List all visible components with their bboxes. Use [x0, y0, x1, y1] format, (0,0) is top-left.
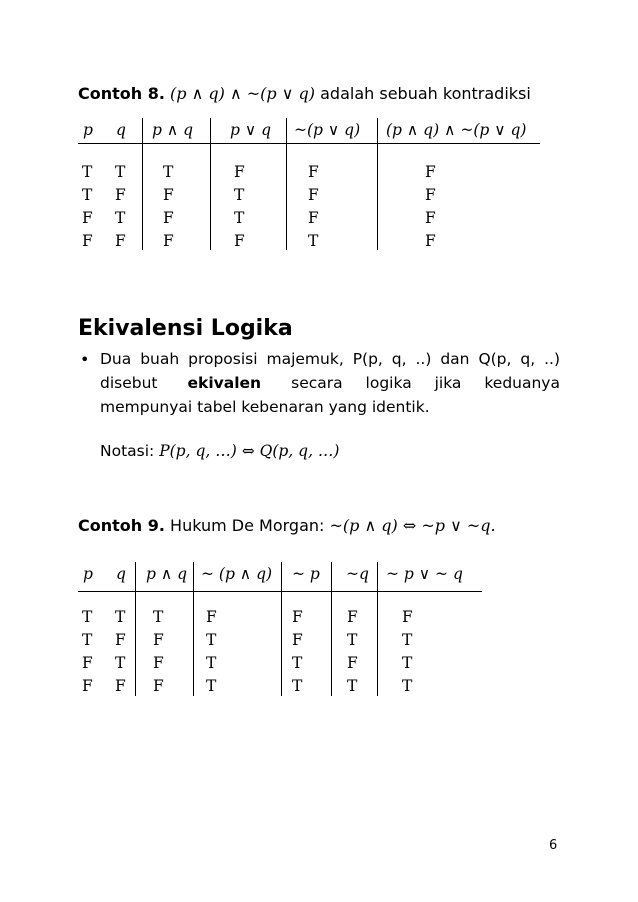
notation-label: Notasi:: [100, 442, 155, 460]
table8-header-p-or-q: p ∨ q: [230, 121, 272, 139]
table9-cell: F: [206, 608, 217, 626]
table8-cell: T: [115, 209, 126, 227]
table9-cell: T: [206, 654, 217, 672]
example9-text: Hukum De Morgan:: [170, 516, 325, 535]
table9-divider-1: [135, 562, 136, 696]
table8-cell: F: [82, 232, 93, 250]
table9-cell: T: [82, 608, 93, 626]
table8-cell: F: [234, 232, 245, 250]
table8-cell: T: [163, 163, 174, 181]
table8-cell: T: [115, 163, 126, 181]
table9-cell: T: [206, 677, 217, 695]
table9-cell: F: [292, 608, 303, 626]
example9-label: Contoh 9.: [78, 516, 165, 535]
table8-cell: F: [163, 186, 174, 204]
bullet-line-2-end: secara logika jika keduanya: [291, 374, 560, 392]
table9-cell: T: [153, 608, 164, 626]
table9-cell: T: [115, 608, 126, 626]
table9-divider-2: [193, 562, 194, 696]
bullet-icon: •: [80, 350, 90, 369]
table9-divider-5: [377, 562, 378, 696]
table9-cell: F: [153, 654, 164, 672]
table9-header-not-p-and-q: ~ (p ∧ q): [201, 565, 273, 583]
table8-cell: F: [425, 209, 436, 227]
ekivalen-term: ekivalen: [187, 374, 262, 392]
table8-cell: F: [115, 232, 126, 250]
table8-header-not-p-or-q: ~(p ∨ q): [294, 121, 361, 139]
table9-header-not-p: ~ p: [292, 565, 320, 583]
table9-cell: F: [402, 608, 413, 626]
table8-cell: F: [163, 232, 174, 250]
table8-header-p-and-q: p ∧ q: [152, 121, 194, 139]
table9-cell: F: [153, 677, 164, 695]
table9-cell: T: [82, 631, 93, 649]
table8-divider-3: [286, 118, 287, 250]
table9-header-not-q: ~q: [346, 565, 369, 583]
table9-header-rule: [78, 591, 482, 592]
example8-formula: (p ∧ q) ∧ ~(p ∨ q): [170, 84, 316, 103]
table8-header-p: p: [83, 121, 93, 139]
table8-cell: F: [425, 163, 436, 181]
table9-cell: T: [402, 654, 413, 672]
example8-label: Contoh 8.: [78, 84, 165, 103]
table9-cell: T: [206, 631, 217, 649]
bullet-line-2-start: disebut: [100, 374, 158, 392]
table8-header-contradiction: (p ∧ q) ∧ ~(p ∨ q): [386, 121, 527, 139]
table8-cell: T: [82, 186, 93, 204]
table9-header-q: q: [116, 565, 126, 583]
notation-formula: P(p, q, …) ⇔ Q(p, q, …): [159, 442, 340, 460]
table9-cell: F: [292, 631, 303, 649]
table9-cell: F: [115, 677, 126, 695]
table8-divider-1: [142, 118, 143, 250]
table8-cell: T: [234, 186, 245, 204]
table9-header-p: p: [83, 565, 93, 583]
table9-cell: F: [115, 631, 126, 649]
table9-cell: T: [347, 677, 358, 695]
table8-cell: F: [425, 186, 436, 204]
table8-cell: F: [308, 163, 319, 181]
bullet-line-1: Dua buah proposisi majemuk, P(p, q, ..) dan Q(p, q, ..): [100, 350, 560, 368]
table8-cell: F: [82, 209, 93, 227]
example9-heading: [78, 516, 496, 535]
table8-cell: F: [163, 209, 174, 227]
table9-header-not-p-or-not-q: ~ p ∨ ~ q: [386, 565, 463, 583]
bullet-line-2: [100, 371, 560, 395]
table8-cell: F: [308, 186, 319, 204]
table9-divider-4: [331, 562, 332, 696]
example8-text: adalah sebuah kontradiksi: [320, 84, 531, 103]
table9-cell: F: [347, 608, 358, 626]
table9-cell: F: [82, 654, 93, 672]
table8-cell: F: [234, 163, 245, 181]
section-title: Ekivalensi Logika: [78, 316, 293, 341]
notation-line: [100, 442, 339, 460]
table9-cell: F: [153, 631, 164, 649]
table8-cell: F: [308, 209, 319, 227]
table9-cell: T: [402, 677, 413, 695]
table8-header-rule: [78, 143, 540, 144]
table8-cell: T: [234, 209, 245, 227]
table9-cell: T: [115, 654, 126, 672]
table8-header-q: q: [116, 121, 126, 139]
table8-divider-4: [377, 118, 378, 250]
table8-cell: T: [308, 232, 319, 250]
table8-cell: T: [82, 163, 93, 181]
table9-divider-3: [281, 562, 282, 696]
table9-header-p-and-q: p ∧ q: [146, 565, 188, 583]
table9-cell: T: [292, 677, 303, 695]
table9-cell: F: [347, 654, 358, 672]
table9-cell: T: [347, 631, 358, 649]
bullet-line-3: mempunyai tabel kebenaran yang identik.: [100, 398, 430, 416]
example8-heading: [78, 84, 531, 103]
table9-cell: T: [292, 654, 303, 672]
table8-cell: F: [425, 232, 436, 250]
table8-divider-2: [210, 118, 211, 250]
example9-formula: ~(p ∧ q) ⇔ ~p ∨ ~q.: [329, 516, 496, 535]
table9-cell: T: [402, 631, 413, 649]
table8-cell: F: [115, 186, 126, 204]
page-number: 6: [549, 838, 558, 853]
table9-cell: F: [82, 677, 93, 695]
